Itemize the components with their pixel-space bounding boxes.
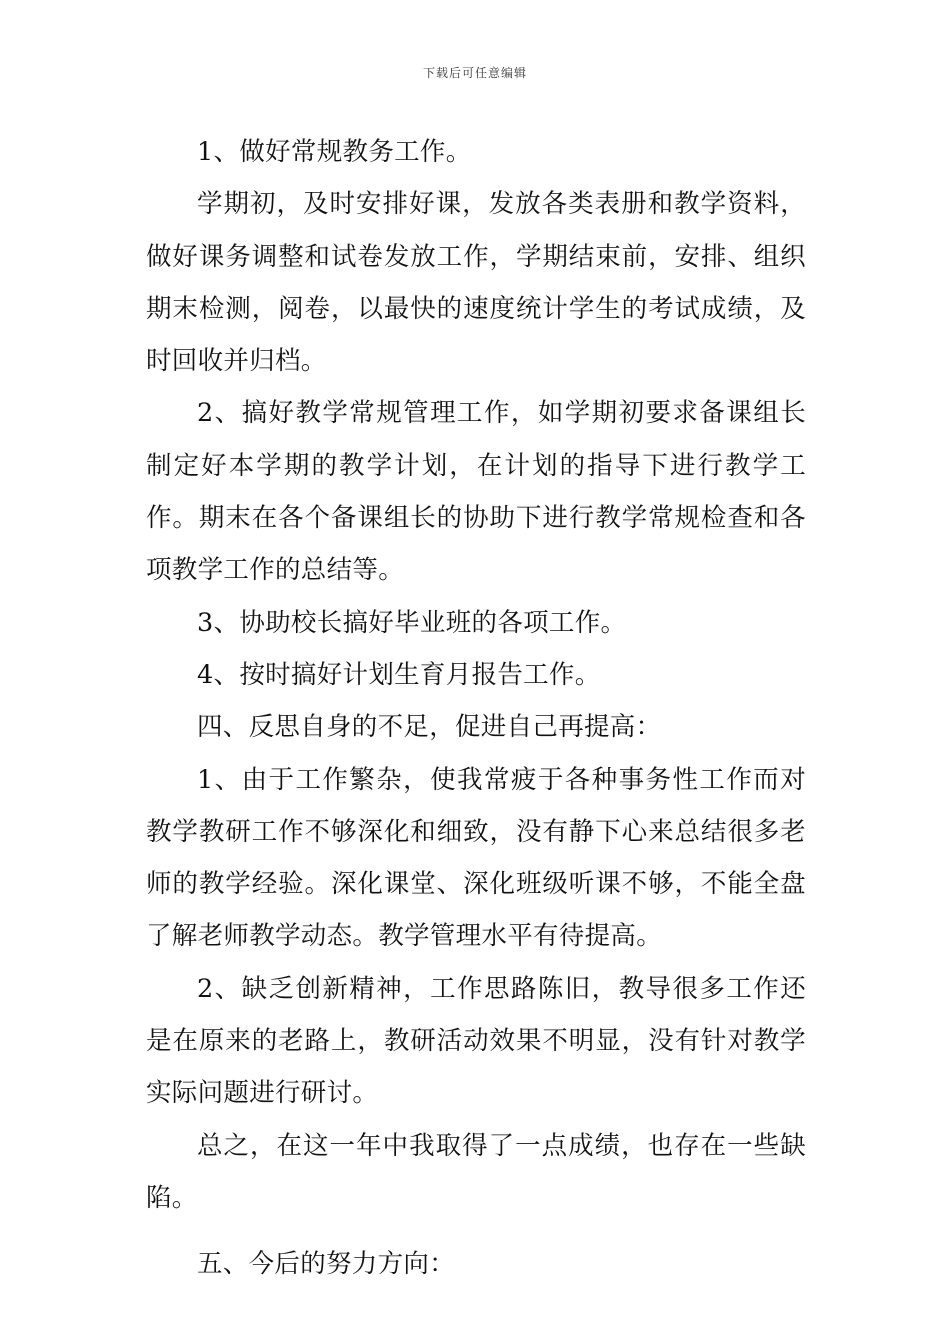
section-heading-4: 四、反思自身的不足，促进自己再提高： bbox=[197, 712, 662, 743]
paragraph-5: 4、按时搞好计划生育月报告工作。 bbox=[197, 659, 601, 690]
paragraph-1: 1、做好常规教务工作。 bbox=[197, 137, 472, 167]
paragraph-2: 学期初，及时安排好课，发放各类表册和教学资料，做好课务调整和试卷发放工作，学期结束前，安排、组织期末检测，阅卷，以最快的速度统计学生的考试成绩，及时回收并归档。 bbox=[146, 189, 806, 377]
section-heading-5: 五、今后的努力方向： bbox=[197, 1249, 456, 1280]
document-body bbox=[146, 126, 806, 1291]
paragraph-8: 2、缺乏创新精神，工作思路陈旧，教导很多工作还是在原来的老路上，教研活动效果不明显，没有针对教学实际问题进行研讨。 bbox=[146, 973, 806, 1109]
header-note: 下载后可任意编辑 bbox=[422, 66, 527, 80]
paragraph-7: 1、由于工作繁杂，使我常疲于各种事务性工作而对教学教研工作不够深化和细致，没有静下心来总结很多老师的教学经验。深化课堂、深化班级听课不够，不能全盘了解老师教学动态。教学管理水平有待提高。 bbox=[146, 764, 806, 952]
paragraph-4: 3、协助校长搞好毕业班的各项工作。 bbox=[197, 607, 627, 638]
paragraph-9: 总之，在这一年中我取得了一点成绩，也存在一些缺陷。 bbox=[146, 1130, 806, 1213]
paragraph-3: 2、搞好教学常规管理工作，如学期初要求备课组长制定好本学期的教学计划，在计划的指导下进行教学工作。期末在各个备课组长的协助下进行教学常规检查和各项教学工作的总结等。 bbox=[146, 398, 806, 586]
